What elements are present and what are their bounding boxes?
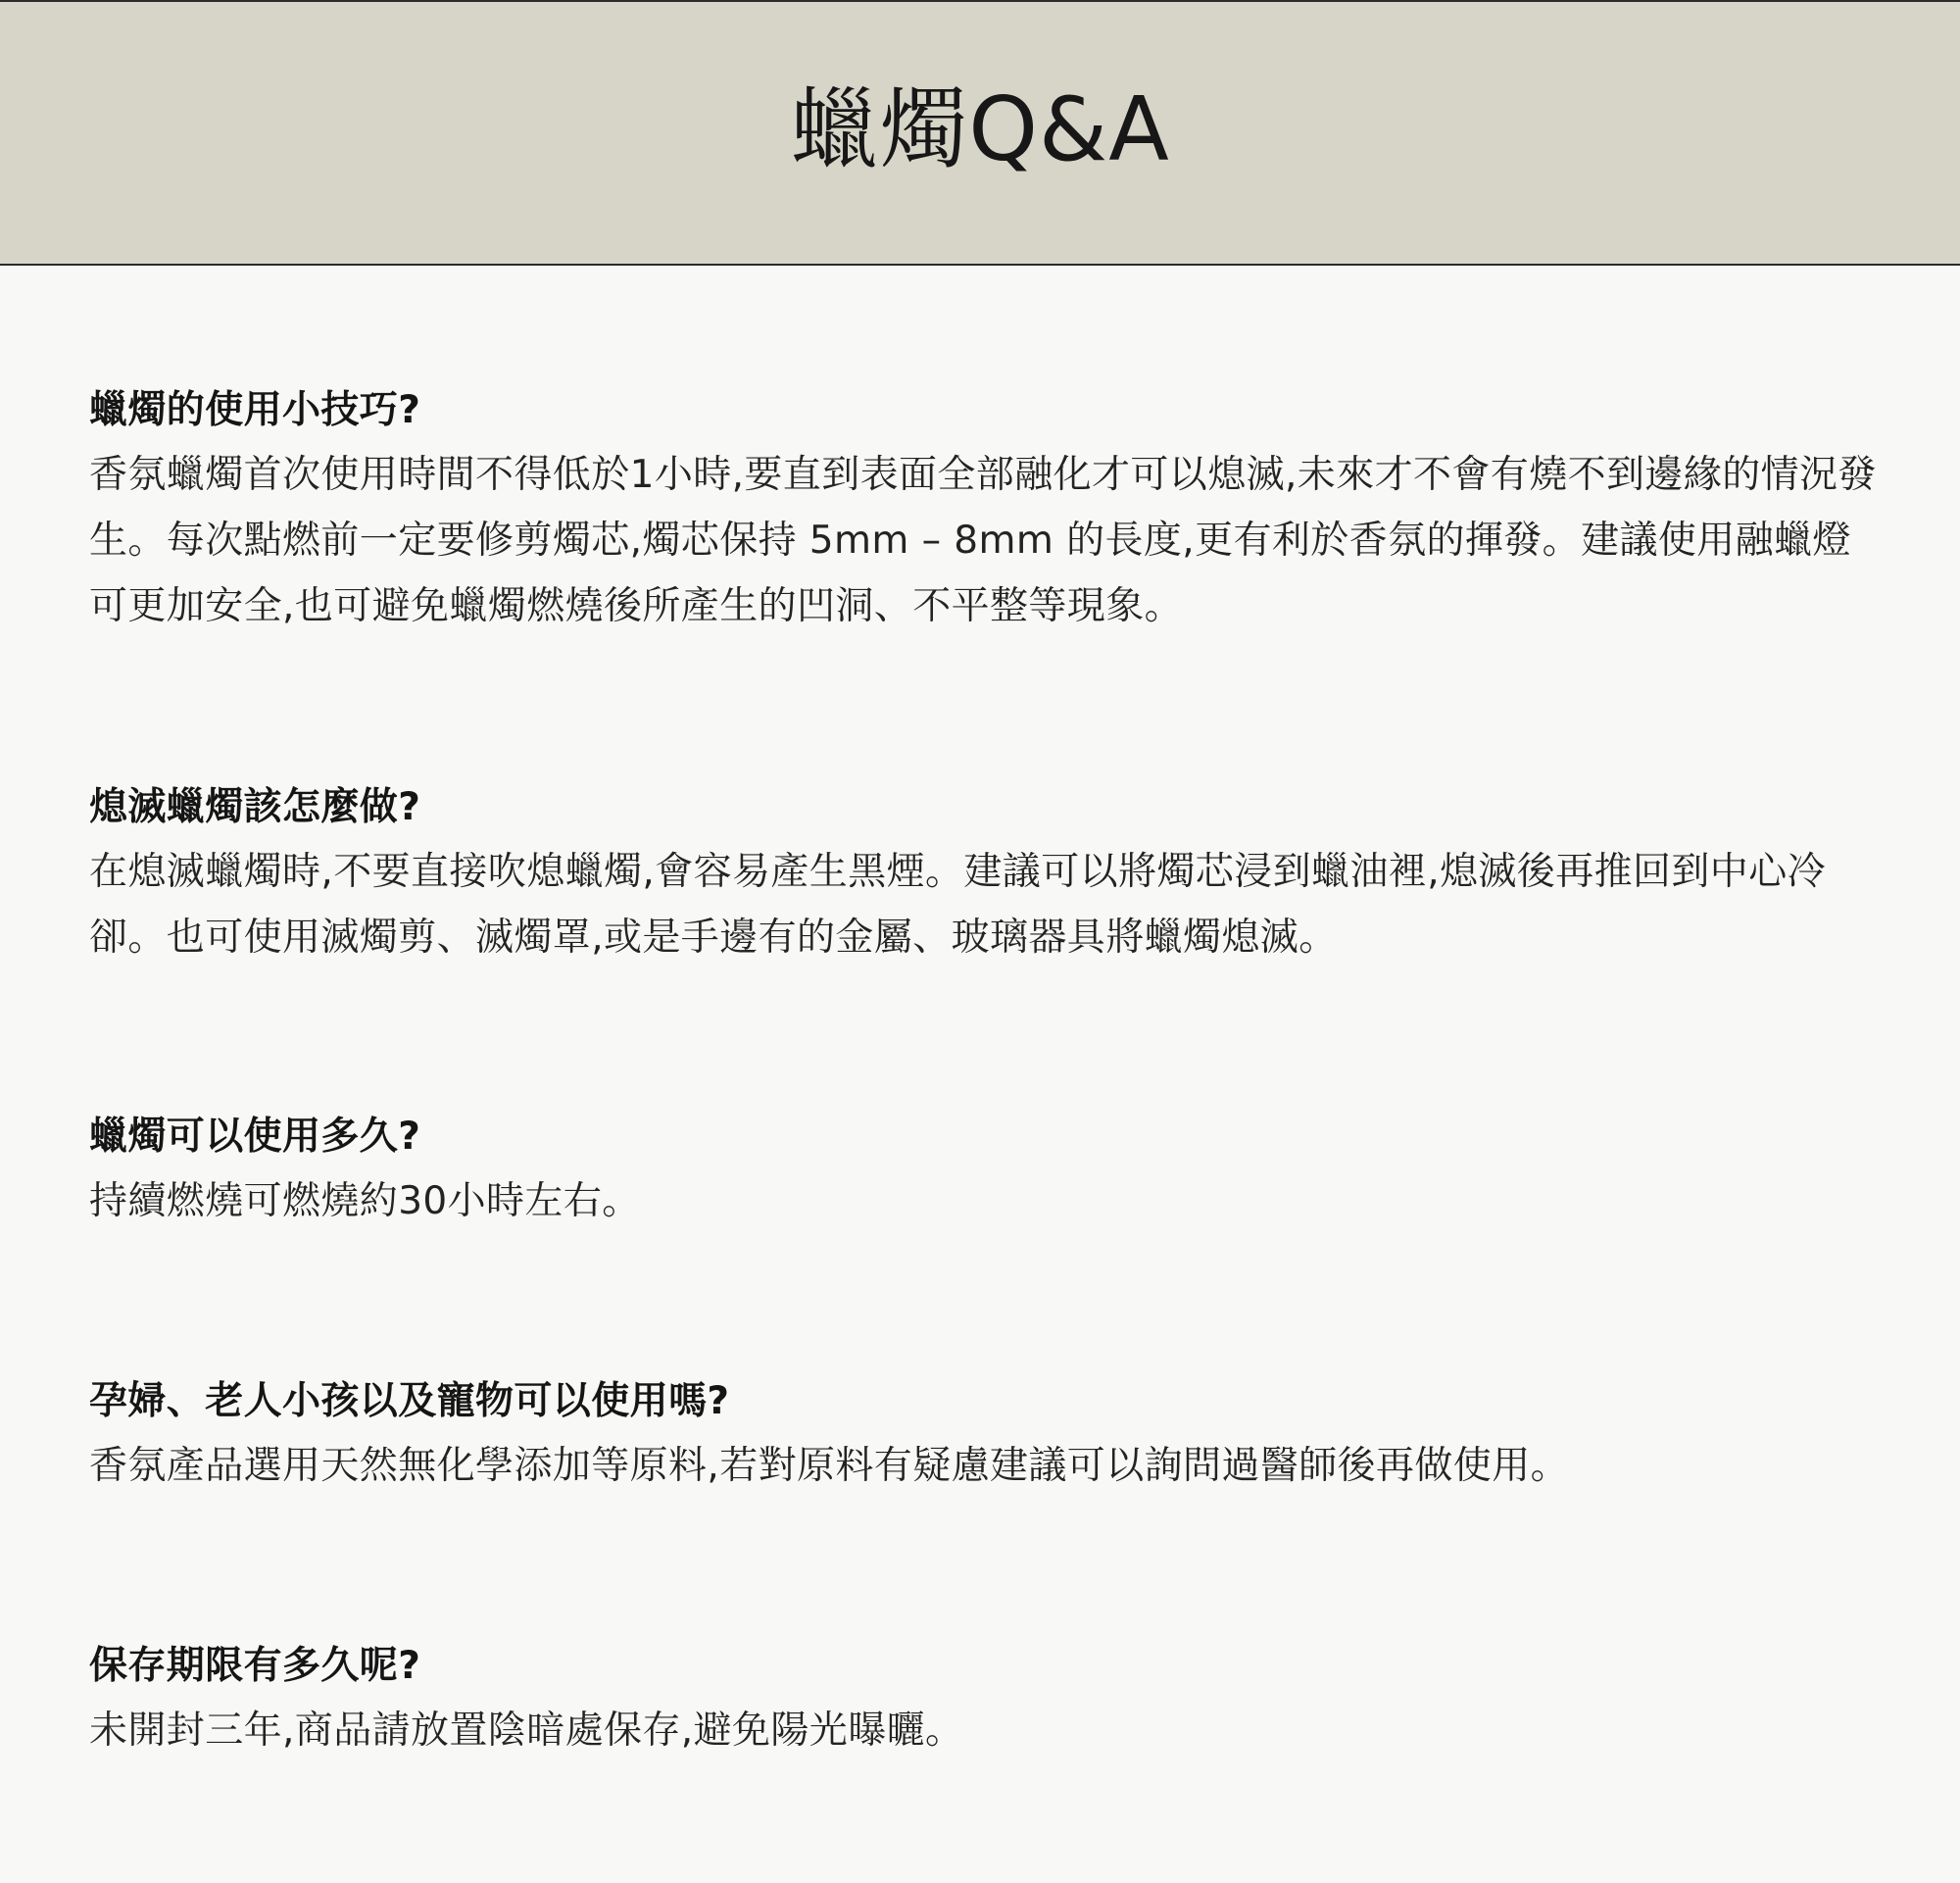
faq-answer-pregnant-elderly-children-pets: 香氛產品選用天然無化學添加等原料,若對原料有疑慮建議可以詢問過醫師後再做使用。 <box>89 1444 1569 1488</box>
faq-item-extinguish-candle <box>89 776 1883 970</box>
faq-answer-burn-time: 持續燃燒可燃燒約30小時左右。 <box>89 1179 641 1223</box>
faq-item-candle-tips <box>89 379 1883 639</box>
faq-item-burn-time <box>89 1106 1883 1234</box>
faq-question-shelf-life: 保存期限有多久呢? <box>89 1644 421 1688</box>
faq-question-candle-tips: 蠟燭的使用小技巧? <box>89 388 421 432</box>
faq-item-shelf-life <box>89 1635 1883 1763</box>
faq-question-extinguish-candle: 熄滅蠟燭該怎麼做? <box>89 785 421 829</box>
faq-answer-candle-tips: 香氛蠟燭首次使用時間不得低於1小時,要直到表面全部融化才可以熄滅,未來才不會有燒不到邊緣的情況發生。每次點燃前一定要修剪燭芯,燭芯保持 5mm – 8mm 的長度,更有利於香氛的揮發。建議使用融蠟燈可更加安全,也可避免蠟燭燃燒後所產生的凹洞、不平整等現象。 <box>89 453 1877 628</box>
faq-answer-extinguish-candle: 在熄滅蠟燭時,不要直接吹熄蠟燭,會容易產生黑煙。建議可以將燭芯浸到蠟油裡,熄滅後再推回到中心冷卻。也可使用滅燭剪、滅燭罩,或是手邊有的金屬、玻璃器具將蠟燭熄滅。 <box>89 850 1826 960</box>
faq-question-pregnant-elderly-children-pets: 孕婦、老人小孩以及寵物可以使用嗎? <box>89 1379 730 1423</box>
page-title: 蠟燭Q&A <box>790 77 1170 181</box>
faq-item-pregnant-elderly-children-pets <box>89 1370 1883 1499</box>
page-header <box>0 0 1960 266</box>
faq-answer-shelf-life: 未開封三年,商品請放置陰暗處保存,避免陽光曝曬。 <box>89 1709 964 1753</box>
faq-question-burn-time: 蠟燭可以使用多久? <box>89 1115 421 1159</box>
